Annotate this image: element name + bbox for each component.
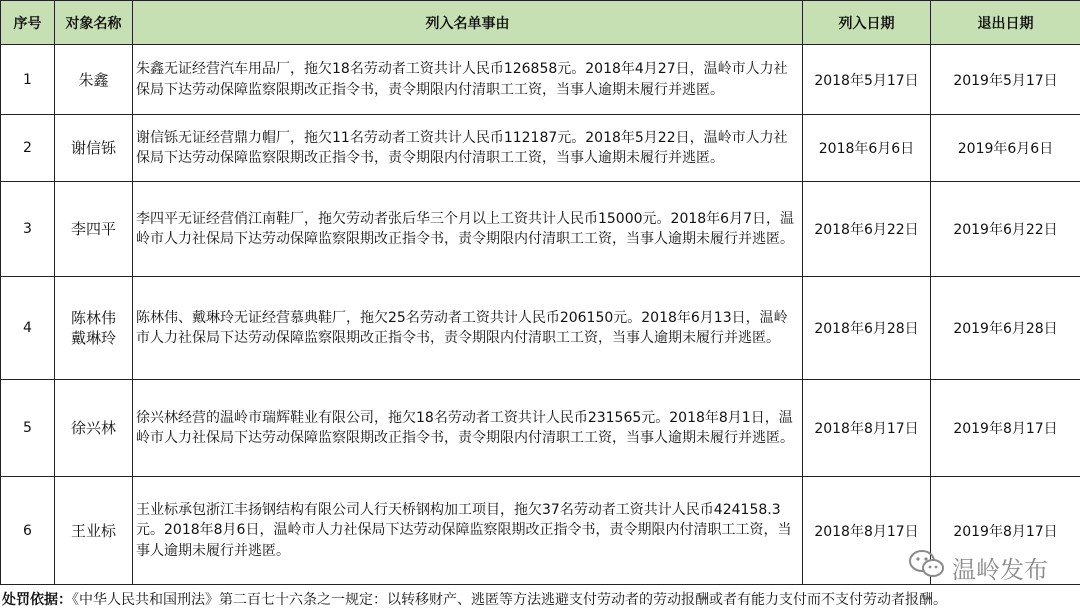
subject-name: 王业标 (55, 477, 133, 585)
header-listed-date: 列入日期 (803, 1, 931, 45)
listed-date: 2018年5月17日 (803, 45, 931, 115)
listing-reason: 徐兴林经营的温岭市瑞辉鞋业有限公司，拖欠18名劳动者工资共计人民币231565元。2018年8月1日，温岭市人力社保局下达劳动保障监察限期改正指令书，责令期限内付清职工工资，当事人逾期未履行并逃匿。 (133, 380, 803, 477)
table-row (1, 45, 1080, 115)
exit-date: 2019年8月17日 (931, 477, 1080, 585)
row-number: 2 (1, 115, 55, 182)
exit-date: 2019年6月6日 (931, 115, 1080, 182)
listing-reason: 谢信铄无证经营鼎力帽厂，拖欠11名劳动者工资共计人民币112187元。2018年5月22日，温岭市人力社保局下达劳动保障监察限期改正指令书，责令期限内付清职工工资，当事人逾期未履行并逃匿。 (133, 115, 803, 182)
header-exit-date: 退出日期 (931, 1, 1080, 45)
listed-date: 2018年6月22日 (803, 182, 931, 277)
listing-reason: 朱鑫无证经营汽车用品厂，拖欠18名劳动者工资共计人民币126858元。2018年4月27日，温岭市人力社保局下达劳动保障监察限期改正指令书，责令期限内付清职工工资，当事人逾期未履行并逃匿。 (133, 45, 803, 115)
exit-date: 2019年8月17日 (931, 380, 1080, 477)
table-row (1, 380, 1080, 477)
table-header-row (1, 1, 1080, 45)
header-name: 对象名称 (55, 1, 133, 45)
header-reason: 列入名单事由 (133, 1, 803, 45)
listed-date: 2018年8月17日 (803, 477, 931, 585)
row-number: 1 (1, 45, 55, 115)
row-number: 3 (1, 182, 55, 277)
subject-name: 谢信铄 (55, 115, 133, 182)
exit-date: 2019年5月17日 (931, 45, 1080, 115)
subject-name: 陈林伟 戴琳玲 (55, 277, 133, 380)
listing-reason: 王业标承包浙江丰扬钢结构有限公司人行天桥钢构加工项目，拖欠37名劳动者工资共计人民币424158.3元。2018年8月6日，温岭市人力社保局下达劳动保障监察限期改正指令书，责令期限内付清职工工资，当事人逾期未履行并逃匿。 (133, 477, 803, 585)
row-number: 5 (1, 380, 55, 477)
source-watermark (908, 549, 1048, 585)
table-row (1, 277, 1080, 380)
watermark-text: 温岭发布 (952, 555, 1048, 584)
subject-name: 李四平 (55, 182, 133, 277)
exit-date: 2019年6月22日 (931, 182, 1080, 277)
penalty-basis-label: 处罚依据： (2, 592, 72, 608)
table-row (1, 182, 1080, 277)
subject-name: 徐兴林 (55, 380, 133, 477)
listing-reason: 陈林伟、戴琳玲无证经营慕典鞋厂，拖欠25名劳动者工资共计人民币206150元。2018年6月13日，温岭市人力社保局下达劳动保障监察限期改正指令书，责令期限内付清职工工资，当事人逾期未履行并逃匿。 (133, 277, 803, 380)
wechat-icon (908, 549, 946, 585)
listed-date: 2018年8月17日 (803, 380, 931, 477)
row-number: 4 (1, 277, 55, 380)
listing-reason: 李四平无证经营俏江南鞋厂，拖欠劳动者张后华三个月以上工资共计人民币15000元。2018年6月7日，温岭市人力社保局下达劳动保障监察限期改正指令书，责令期限内付清职工工资，当事人逾期未履行并逃匿。 (133, 182, 803, 277)
exit-date: 2019年6月28日 (931, 277, 1080, 380)
table-row (1, 115, 1080, 182)
penalty-basis-text: 《中华人民共和国刑法》第二百七十六条之一规定：以转移财产、逃匿等方法逃避支付劳动者的劳动报酬或者有能力支付而不支付劳动者报酬。 (72, 592, 947, 608)
penalty-basis (2, 589, 947, 611)
subject-name: 朱鑫 (55, 45, 133, 115)
row-number: 6 (1, 477, 55, 585)
listed-date: 2018年6月28日 (803, 277, 931, 380)
listed-date: 2018年6月6日 (803, 115, 931, 182)
header-num: 序号 (1, 1, 55, 45)
